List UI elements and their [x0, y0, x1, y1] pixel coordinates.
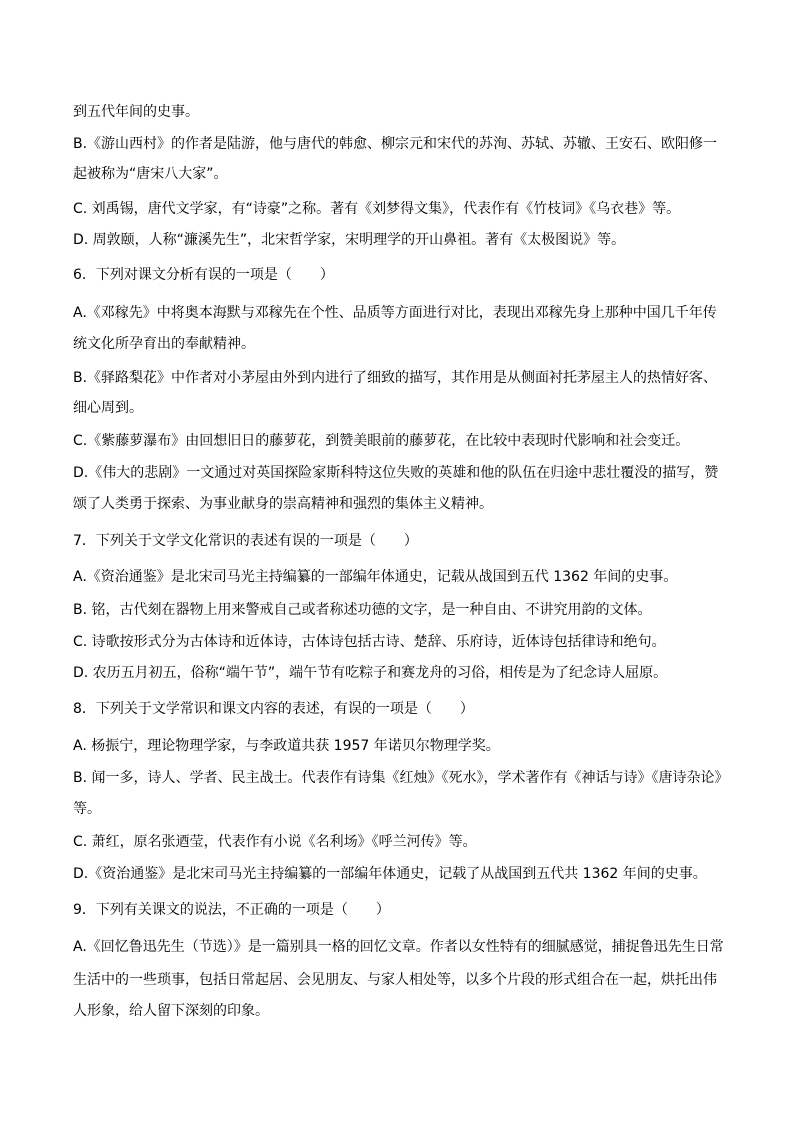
option-text-line: 到五代年间的史事。 — [73, 104, 199, 120]
option-text-line: 起被称为“唐宋八大家”。 — [73, 166, 228, 182]
option-d-q6: D.《伟大的悲剧》一文通过对英国探险家斯科特这位失败的英雄和他的队伍在归途中悲壮覆没的描写，赞 — [73, 465, 719, 481]
option-c-q5: C. 刘禹锡，唐代文学家，有“诗豪”之称。著有《刘梦得文集》，代表作有《竹枝词》《乌衣巷》等。 — [73, 201, 681, 217]
option-text-line: 人形象，给人留下深刻的印象。 — [73, 1003, 269, 1019]
option-d-q7: D. 农历五月初五，俗称“端午节”，端午节有吃粽子和赛龙舟的习俗，相传是为了纪念诗人屈原。 — [73, 665, 668, 681]
option-text-line: 细心周到。 — [73, 400, 143, 416]
question-8: 8．下列关于文学常识和课文内容的表述，有误的一项是（ ） — [73, 701, 474, 717]
question-6: 6．下列对课文分析有误的一项是（ ） — [73, 267, 334, 283]
option-a-q8: A. 杨振宁，理论物理学家，与李政道共获 1957 年诺贝尔物理学奖。 — [73, 738, 500, 754]
option-b-q5: B.《游山西村》的作者是陆游，他与唐代的韩愈、柳宗元和宋代的苏洵、苏轼、苏辙、王安石、欧阳修一 — [73, 136, 718, 152]
option-a-q6: A.《邓稼先》中将奥本海默与邓稼先在个性、品质等方面进行对比，表现出邓稼先身上那种中国几千年传 — [73, 305, 717, 321]
question-9: 9．下列有关课文的说法，不正确的一项是（ ） — [73, 902, 390, 918]
question-7: 7．下列关于文学文化常识的表述有误的一项是（ ） — [73, 533, 418, 549]
option-b-q7: B. 铭，古代刻在器物上用来警戒自己或者称述功德的文字，是一种自由、不讲究用韵的文体。 — [73, 602, 652, 618]
option-c-q7: C. 诗歌按形式分为古体诗和近体诗，古体诗包括古诗、楚辞、乐府诗，近体诗包括律诗和绝句。 — [73, 634, 666, 650]
option-a-q7: A.《资治通鉴》是北宋司马光主持编纂的一部编年体通史，记载从战国到五代 1362 年间的史事。 — [73, 569, 678, 585]
option-c-q8: C. 萧红，原名张迺莹，代表作有小说《名利场》《呼兰河传》等。 — [73, 834, 477, 850]
option-b-q8: B. 闻一多，诗人、学者、民主战士。代表作有诗集《红烛》《死水》，学术著作有《神话与诗》《唐诗杂论》 — [73, 770, 729, 786]
option-d-q8: D.《资治通鉴》是北宋司马光主持编纂的一部编年体通史，记载了从战国到五代共 1362 年间的史事。 — [73, 866, 707, 882]
option-text-line: 统文化所孕育出的奉献精神。 — [73, 336, 255, 352]
option-text-line: 颂了人类勇于探索、为事业献身的崇高精神和强烈的集体主义精神。 — [73, 496, 493, 512]
option-d-q5: D. 周敦颐，人称“濂溪先生”，北宋哲学家，宋明理学的开山鼻祖。著有《太极图说》等。 — [73, 232, 626, 248]
option-c-q6: C.《紫藤萝瀑布》由回想旧日的藤萝花，到赞美眼前的藤萝花，在比较中表现时代影响和社会变迁。 — [73, 433, 690, 449]
option-b-q6: B.《驿路梨花》中作者对小茅屋由外到内进行了细致的描写，其作用是从侧面衬托茅屋主人的热情好客、 — [73, 370, 718, 386]
option-a-q9: A.《回忆鲁迅先生（节选）》是一篇别具一格的回忆文章。作者以女性特有的细腻感觉，捕捉鲁迅先生日常 — [73, 939, 724, 955]
option-text-line: 等。 — [73, 801, 101, 817]
option-text-line: 生活中的一些琐事，包括日常起居、会见朋友、与家人相处等，以多个片段的形式组合在一起，烘托出伟 — [73, 972, 717, 988]
